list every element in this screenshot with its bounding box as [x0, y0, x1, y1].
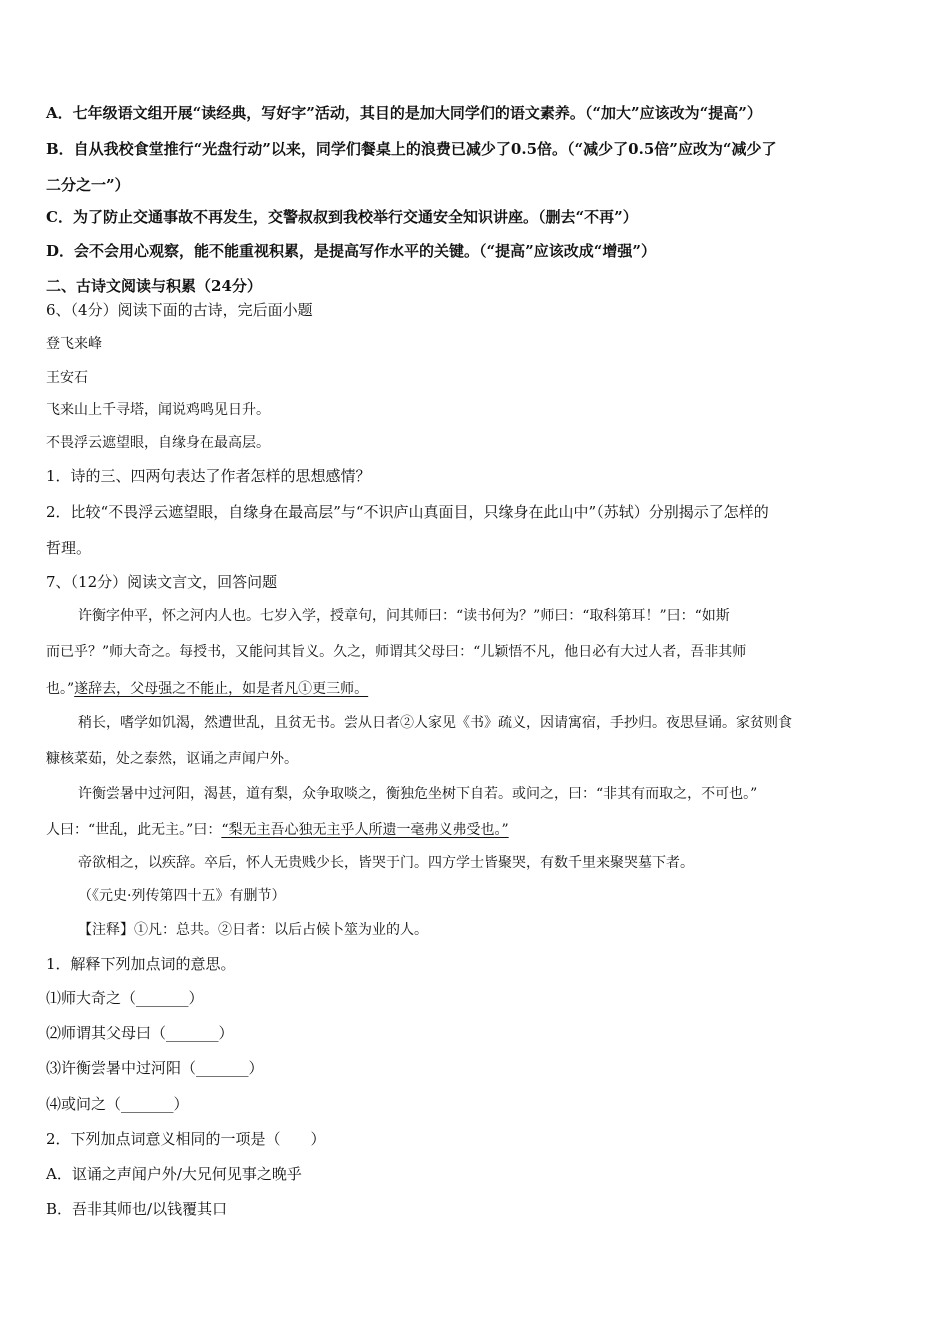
q7-sub-1-item-4: ⑷或问之（_______） [46, 1095, 189, 1113]
poem-author: 王安石 [46, 370, 88, 386]
q6-sub-1: 1．诗的三、四两句表达了作者怎样的思想感情？ [46, 467, 371, 485]
underlined-sentence-1: 遂辞去，父母强之不能止，如是者凡①更三师。 [74, 681, 369, 697]
q5-option-d: D．会不会用心观察，能不能重视积累，是提高写作水平的关键。（“提高”应该改成“增强”） [46, 242, 657, 260]
q5-option-a: A．七年级语文组开展“读经典，写好字”活动，其目的是加大同学们的语文素养。（“加大”应该改为“提高”） [46, 104, 762, 122]
passage-p1-line3-start: 也。” [46, 681, 75, 697]
passage-p2-line2: 糠核菜茹，处之泰然，讴诵之声闻户外。 [46, 751, 298, 767]
passage-p1-line3 [46, 679, 910, 699]
q6-stem: 6、（4分）阅读下面的古诗，完后面小题 [46, 301, 313, 319]
poem-title: 登飞来峰 [46, 336, 102, 352]
passage-p1-line1: 许衡字仲平，怀之河内人也。七岁入学，授章句，问其师曰：“读书何为？”师曰：“取科第耳！”曰：“如斯 [78, 608, 730, 624]
q7-sub-1: 1．解释下列加点词的意思。 [46, 955, 236, 973]
passage-notes: 【注释】①凡：总共。②日者：以后占候卜筮为业的人。 [78, 922, 428, 938]
passage-p3-line1: 许衡尝暑中过河阳，渴甚，道有梨，众争取啖之，衡独危坐树下自若。或问之，曰：“非其有而取之，不可也。” [78, 786, 758, 802]
q5-option-c: C．为了防止交通事故不再发生，交警叔叔到我校举行交通安全知识讲座。（删去“不再”） [46, 208, 638, 226]
q6-sub-2-line1: 2．比较“不畏浮云遮望眼，自缘身在最高层”与“不识庐山真面目，只缘身在此山中”（苏轼）分别揭示了怎样的 [46, 503, 769, 521]
q7-sub-1-item-3: ⑶许衡尝暑中过河阳（_______） [46, 1059, 264, 1077]
section-heading: 二、古诗文阅读与积累（24分） [46, 277, 262, 295]
poem-line-1: 飞来山上千寻塔，闻说鸡鸣见日升。 [46, 402, 270, 418]
passage-p4: 帝欲相之，以疾辞。卒后，怀人无贵贱少长，皆哭于门。四方学士皆聚哭，有数千里来聚哭墓下者。 [78, 855, 694, 871]
q6-sub-2-line2: 哲理。 [46, 539, 92, 557]
passage-p1-line2: 而已乎？”师大奇之。每授书，又能问其旨义。久之，师谓其父母曰：“儿颖悟不凡，他日必有大过人者，吾非其师 [46, 644, 747, 660]
passage-p3-line2-start: 人曰：“世乱，此无主。”曰： [46, 822, 222, 838]
q7-stem: 7、（12分）阅读文言文，回答问题 [46, 573, 278, 591]
q7-sub-2-option-a: A．讴诵之声闻户外/大兄何见事之晚乎 [46, 1165, 302, 1183]
passage-source: （《元史·列传第四十五》有删节） [78, 888, 286, 904]
q5-option-b-line1: B．自从我校食堂推行“光盘行动”以来，同学们餐桌上的浪费已减少了0.5倍。（“减少了0.5倍”应改为“减少了 [46, 140, 777, 158]
q7-sub-1-item-2: ⑵师谓其父母曰（_______） [46, 1024, 234, 1042]
q7-sub-2: 2．下列加点词意义相同的一项是（ ） [46, 1130, 326, 1148]
passage-p3-line2 [46, 820, 910, 840]
q7-sub-1-item-1: ⑴师大奇之（_______） [46, 989, 204, 1007]
underlined-sentence-2: “梨无主吾心独无主乎人所遗一毫弗义弗受也。” [221, 822, 509, 838]
q7-sub-2-option-b: B．吾非其师也/以钱覆其口 [46, 1200, 228, 1218]
q5-option-b-line2: 二分之一”） [46, 176, 130, 194]
poem-line-2: 不畏浮云遮望眼，自缘身在最高层。 [46, 435, 270, 451]
passage-p2-line1: 稍长，嗜学如饥渴，然遭世乱，且贫无书。尝从日者②人家见《书》疏义，因请寓宿，手抄归。夜思昼诵。家贫则食 [78, 715, 792, 731]
